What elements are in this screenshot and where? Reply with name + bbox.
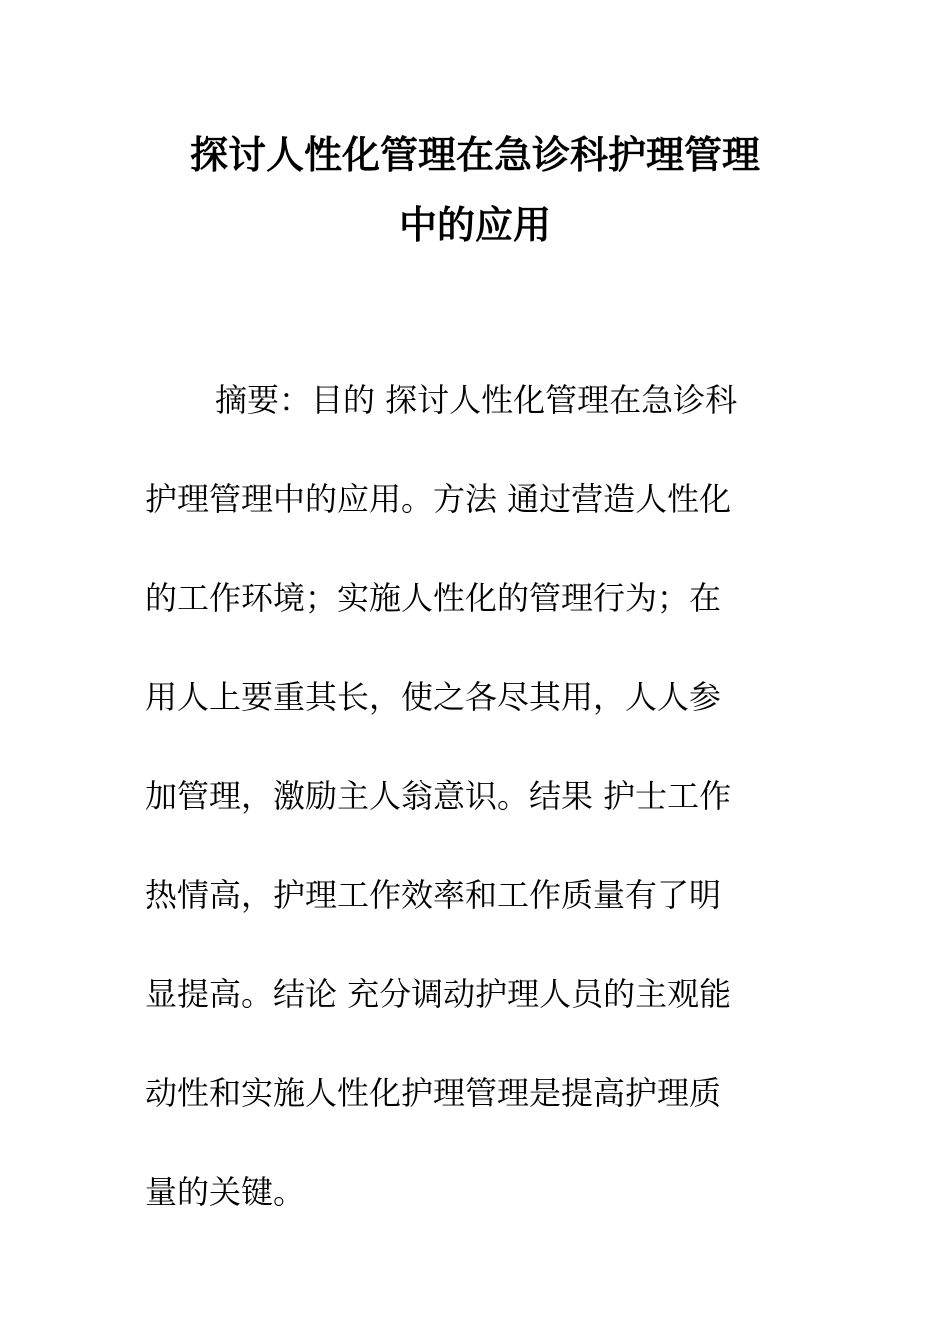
abstract-line-7: 显提高。结论 充分调动护理人员的主观能 [145,975,732,1013]
document-title-line-1: 探讨人性化管理在急诊科护理管理 [189,132,760,177]
abstract-line-6: 热情高，护理工作效率和工作质量有了明 [145,876,722,914]
abstract-line-8: 动性和实施人性化护理管理是提高护理质 [145,1074,722,1112]
abstract-line-5: 加管理，激励主人翁意识。结果 护士工作 [145,777,732,815]
abstract-line-2: 护理管理中的应用。方法 通过营造人性化 [145,480,732,518]
abstract-line-4: 用人上要重其长，使之各尽其用，人人参 [145,678,722,716]
document-title-line-2: 中的应用 [398,202,551,247]
abstract-line-1: 摘要：目的 探讨人性化管理在急诊科 [215,381,738,419]
abstract-line-9: 量的关键。 [145,1173,306,1211]
abstract-line-3: 的工作环境；实施人性化的管理行为；在 [145,579,722,617]
